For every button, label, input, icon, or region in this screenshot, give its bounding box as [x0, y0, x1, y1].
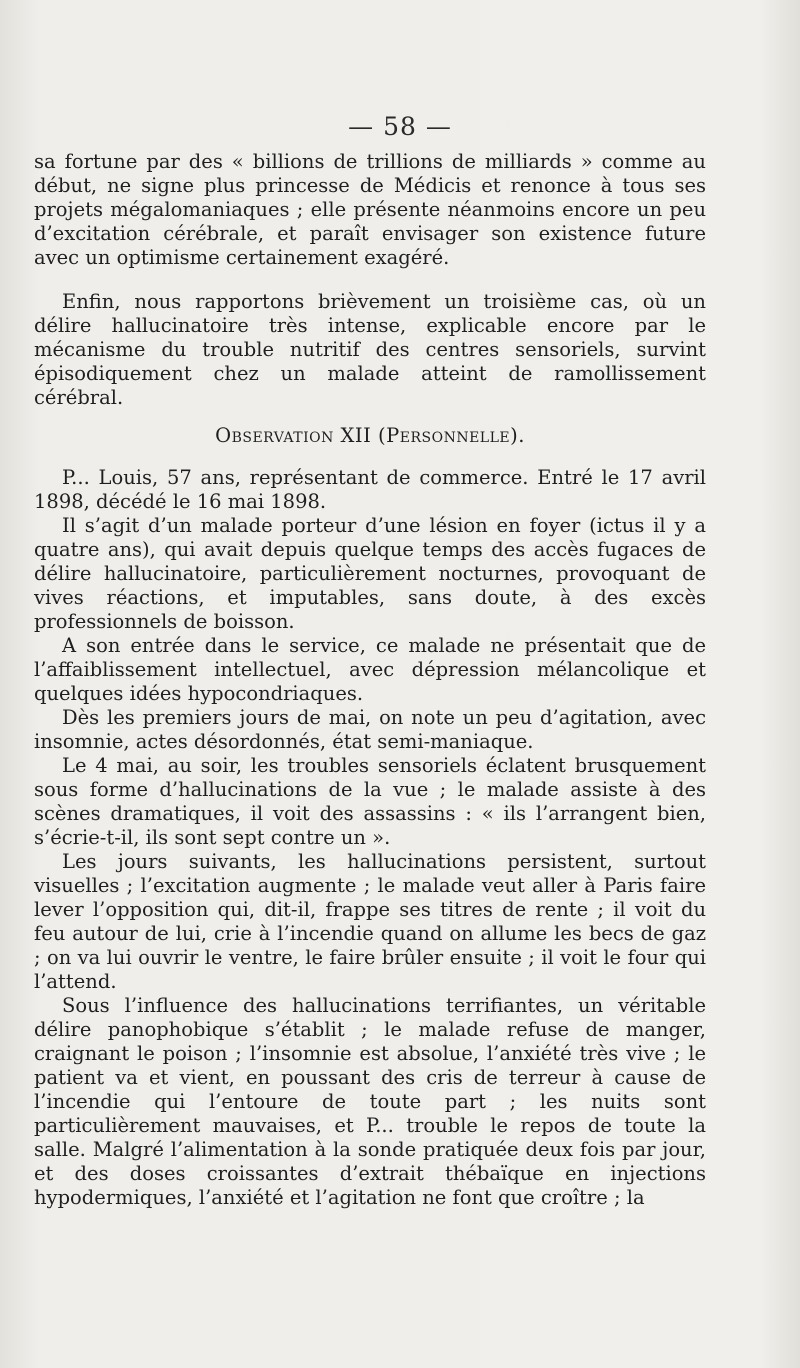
paragraph-panophobia: Sous l’influence des hallucinations terrifiantes, un véritable délire panophobique s’établit ; le malade refuse de manger, craignant le poison ; l’insomnie est absolue, l’anxiété très vive ; le patient va et vient, en poussant des cris de terreur à cause de l’incendie qui l’entoure de toute part ; les nuits sont particulièrement mauvaises, et P... trouble le repos de toute la salle. Malgré l’alimentation à la sonde pratiquée deux fois par jour, et des doses croissantes d’extrait thébaïque en injections hypodermiques, l’anxiété et l’agitation ne font que croître ; la [34, 994, 706, 1209]
paragraph-following-days: Les jours suivants, les hallucinations persistent, surtout visuelles ; l’excitation augmente ; le malade veut aller à Paris faire lever l’opposition qui, dit-il, frappe ses titres de rente ; il voit du feu autour de lui, crie à l’incendie quand on allume les becs de gaz ; on va lui ouvrir le ventre, le faire brûler ensuite ; il voit le four qui l’attend. [34, 850, 706, 993]
paragraph-admission: A son entrée dans le service, ce malade ne présentait que de l’affaiblissement intellectuel, avec dépression mélancolique et quelques idées hypocondriaques. [34, 634, 706, 705]
page-body [34, 150, 706, 1210]
paragraph-continuation: sa fortune par des « billions de trillions de milliards » comme au début, ne signe plus princesse de Médicis et renonce à tous ses projets mégalomaniaques ; elle présente néanmoins encore un peu d’excitation cérébrale, et paraît envisager son existence future avec un optimisme certainement exagéré. [34, 150, 706, 269]
paragraph-gap [34, 270, 706, 290]
paragraph-early-may: Dès les premiers jours de mai, on note un peu d’agitation, avec insomnie, actes désordonnés, état semi-maniaque. [34, 706, 706, 753]
paragraph-may-4: Le 4 mai, au soir, les troubles sensoriels éclatent brusquement sous forme d’hallucinations de la vue ; le malade assiste à des scènes dramatiques, il voit des assassins : « ils l’arrangent bien, s’écrie-t-il, ils sont sept contre un ». [34, 754, 706, 849]
paragraph-intro-case: Enfin, nous rapportons brièvement un troisième cas, où un délire hallucinatoire très intense, explicable encore par le mécanisme du trouble nutritif des centres sensoriels, survint épisodiquement chez un malade atteint de ramollissement cérébral. [34, 290, 706, 409]
paragraph-patient-info: P... Louis, 57 ans, représentant de commerce. Entré le 17 avril 1898, décédé le 16 mai 1898. [34, 466, 706, 513]
paragraph-history: Il s’agit d’un malade porteur d’une lésion en foyer (ictus il y a quatre ans), qui avait depuis quelque temps des accès fugaces de délire hallucinatoire, particulièrement nocturnes, provoquant de vives réactions, et imputables, sans doute, à des excès professionnels de boisson. [34, 514, 706, 633]
page-number: — 58 — [348, 112, 452, 141]
observation-heading: Observation XII (Personnelle). [215, 424, 525, 447]
